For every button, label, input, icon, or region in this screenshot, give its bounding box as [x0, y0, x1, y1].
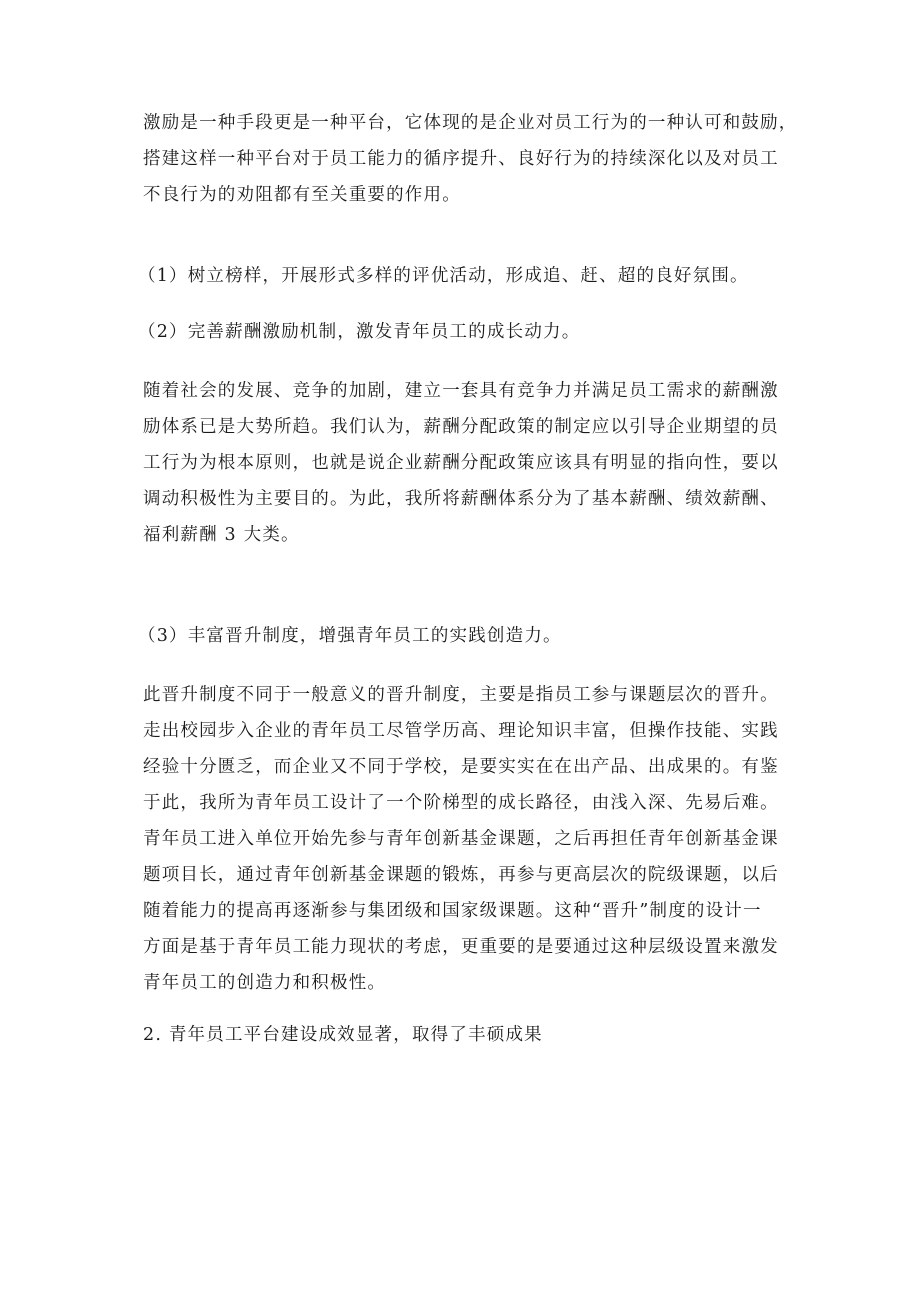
text-line: 励体系已是大势所趋。我们认为，薪酬分配政策的制定应以引导企业期望的员: [143, 417, 779, 437]
paragraph-promotion-details: [143, 677, 783, 1001]
paragraph-incentive-platform: [143, 105, 798, 213]
text-line: 题项目长，通过青年创新基金课题的锻炼，再参与更高层次的院级课题，以后: [143, 865, 779, 885]
text-line: 此晋升制度不同于一般意义的晋升制度，主要是指员工参与课题层次的晋升。: [143, 685, 779, 705]
list-item-salary-incentive: [138, 314, 778, 350]
text-line: （1）树立榜样，开展形式多样的评优活动，形成追、赶、超的良好氛围。: [138, 266, 749, 286]
list-item-promotion-system: [138, 618, 778, 654]
text-line: （2）完善薪酬激励机制，激发青年员工的成长动力。: [138, 322, 581, 342]
text-line: 不良行为的劝阻都有至关重要的作用。: [143, 185, 461, 205]
text-line: 随着能力的提高再逐渐参与集团级和国家级课题。这种“晋升”制度的设计一: [143, 901, 762, 921]
text-line: （3）丰富晋升制度，增强青年员工的实践创造力。: [138, 626, 562, 646]
list-item-role-models: [138, 258, 778, 294]
text-line: 随着社会的发展、竞争的加剧，建立一套具有竞争力并满足员工需求的薪酬激: [143, 381, 779, 401]
text-line: 青年员工进入单位开始先参与青年创新基金课题，之后再担任青年创新基金课: [143, 829, 779, 849]
text-line: 搭建这样一种平台对于员工能力的循序提升、良好行为的持续深化以及对员工: [143, 149, 779, 169]
text-line: 工行为为根本原则，也就是说企业薪酬分配政策应该具有明显的指向性，要以: [143, 453, 779, 473]
section-heading-achievements: [143, 1017, 783, 1053]
text-line: 方面是基于青年员工能力现状的考虑，更重要的是要通过这种层级设置来激发: [143, 937, 779, 957]
text-line: 走出校园步入企业的青年员工尽管学历高、理论知识丰富，但操作技能、实践: [143, 721, 779, 741]
text-line: 激励是一种手段更是一种平台，它体现的是企业对员工行为的一种认可和鼓励，: [143, 113, 798, 133]
text-line: 福利薪酬 3 大类。: [143, 525, 300, 545]
text-line: 于此，我所为青年员工设计了一个阶梯型的成长路径，由浅入深、先易后难。: [143, 793, 779, 813]
paragraph-salary-system: [143, 373, 783, 553]
text-line: 经验十分匮乏，而企业又不同于学校，是要实实在在出产品、出成果的。有鉴: [143, 757, 779, 777]
text-line: 调动积极性为主要目的。为此，我所将薪酬体系分为了基本薪酬、绩效薪酬、: [143, 489, 779, 509]
text-line: 青年员工的创造力和积极性。: [143, 973, 387, 993]
text-line: 2. 青年员工平台建设成效显著，取得了丰硕成果: [143, 1025, 543, 1045]
